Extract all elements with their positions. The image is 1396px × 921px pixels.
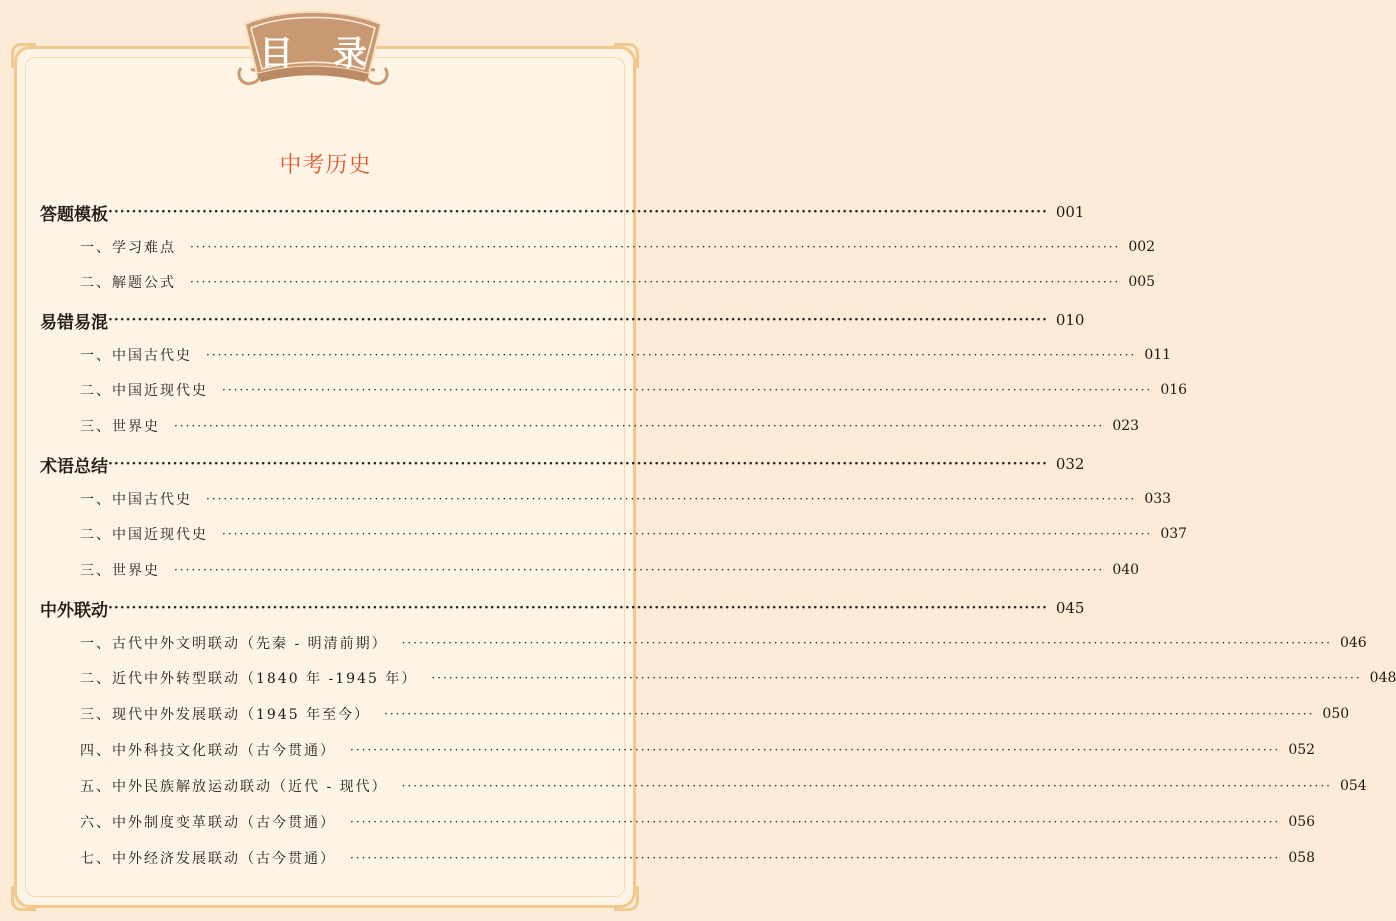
dot-leader: ································································································································································: [350, 743, 1281, 757]
toc-section-row[interactable]: [0, 700, 1350, 728]
toc-entry-title: 一、中国古代史: [80, 492, 192, 508]
toc-entry-title: 二、解题公式: [80, 275, 176, 291]
toc-page-number: 001: [1055, 203, 1085, 221]
dot-leader: ································································································································································: [108, 204, 1048, 220]
toc-entry-title: 一、中国古代史: [80, 348, 192, 364]
dot-leader: ································································································································································: [350, 815, 1281, 829]
toc-section-row[interactable]: [0, 520, 1188, 548]
toc-page-number: 056: [1288, 814, 1316, 830]
page-title: 目 录: [259, 34, 381, 74]
dot-leader: ································································································································································: [108, 312, 1048, 328]
toc-entry-title: 二、中国近现代史: [80, 383, 208, 399]
dot-leader: ································································································································································: [190, 275, 1121, 289]
toc-section-row[interactable]: [0, 341, 1172, 369]
toc-page-number: 048: [1369, 670, 1396, 686]
toc-page-number: 032: [1055, 455, 1085, 473]
toc-section-row[interactable]: [0, 772, 1367, 800]
toc-chapter-row[interactable]: [0, 198, 1085, 226]
dot-leader: ································································································································································: [384, 707, 1315, 721]
dot-leader: ································································································································································: [108, 600, 1048, 616]
toc-entry-title: 易错易混: [40, 312, 108, 333]
dot-leader: ································································································································································: [108, 456, 1048, 472]
toc-page-number: 052: [1288, 742, 1316, 758]
dot-leader: ································································································································································: [401, 779, 1332, 793]
toc-entry-title: 二、中国近现代史: [80, 527, 208, 543]
toc-page-number: 010: [1055, 311, 1085, 329]
dot-leader: ································································································································································: [174, 563, 1105, 577]
section-heading: 中考历史: [279, 153, 372, 178]
toc-chapter-row[interactable]: [0, 306, 1085, 334]
toc-page-number: 040: [1112, 562, 1140, 578]
toc-section-row[interactable]: [0, 485, 1172, 513]
toc-entry-title: 三、现代中外发展联动（1945 年至今）: [80, 707, 371, 723]
toc-entry-title: 中外联动: [40, 600, 108, 621]
toc-entry-title: 二、近代中外转型联动（1840 年 -1945 年）: [80, 671, 418, 687]
toc-section-row[interactable]: [0, 268, 1156, 296]
toc-section-row[interactable]: [0, 556, 1140, 584]
dot-leader: ································································································································································: [350, 851, 1281, 865]
toc-entry-title: 五、中外民族解放运动联动（近代 - 现代）: [80, 779, 388, 795]
toc-entry-title: 六、中外制度变革联动（古今贯通）: [80, 815, 336, 831]
toc-page-number: 002: [1128, 239, 1156, 255]
toc-entry-title: 三、世界史: [80, 563, 160, 579]
toc-section-row[interactable]: [0, 736, 1316, 764]
toc-section-row[interactable]: [0, 233, 1156, 261]
dot-leader: ································································································································································: [206, 348, 1137, 362]
toc-section-row[interactable]: [0, 629, 1367, 657]
toc-entry-title: 三、世界史: [80, 419, 160, 435]
dot-leader: ································································································································································: [222, 383, 1153, 397]
toc-page-number: 033: [1144, 491, 1172, 507]
toc-page-number: 037: [1160, 526, 1188, 542]
toc-page-number: 023: [1112, 418, 1140, 434]
toc-section-row[interactable]: [0, 664, 1396, 692]
toc-page-number: 046: [1339, 635, 1367, 651]
toc-page-number: 050: [1322, 706, 1350, 722]
toc-entry-title: 答题模板: [40, 204, 108, 225]
dot-leader: ································································································································································: [431, 671, 1362, 685]
toc-entry-title: 一、学习难点: [80, 240, 176, 256]
toc-section-row[interactable]: [0, 844, 1316, 872]
toc-page-number: 058: [1288, 850, 1316, 866]
toc-chapter-row[interactable]: [0, 594, 1085, 622]
toc-chapter-row[interactable]: [0, 450, 1085, 478]
toc-page-number: 005: [1128, 274, 1156, 290]
dot-leader: ································································································································································: [190, 240, 1121, 254]
toc-page-number: 054: [1339, 778, 1367, 794]
toc-section-row[interactable]: [0, 808, 1316, 836]
dot-leader: ································································································································································: [401, 636, 1332, 650]
toc-section-row[interactable]: [0, 412, 1140, 440]
toc-section-row[interactable]: [0, 376, 1188, 404]
toc-entry-title: 七、中外经济发展联动（古今贯通）: [80, 851, 336, 867]
toc-page-number: 016: [1160, 382, 1188, 398]
toc-entry-title: 术语总结: [40, 456, 108, 477]
dot-leader: ································································································································································: [174, 419, 1105, 433]
dot-leader: ································································································································································: [206, 492, 1137, 506]
toc-page-number: 011: [1144, 347, 1172, 363]
toc-entry-title: 四、中外科技文化联动（古今贯通）: [80, 743, 336, 759]
toc-entry-title: 一、古代中外文明联动（先秦 - 明清前期）: [80, 636, 388, 652]
dot-leader: ································································································································································: [222, 527, 1153, 541]
toc-page-number: 045: [1055, 599, 1085, 617]
